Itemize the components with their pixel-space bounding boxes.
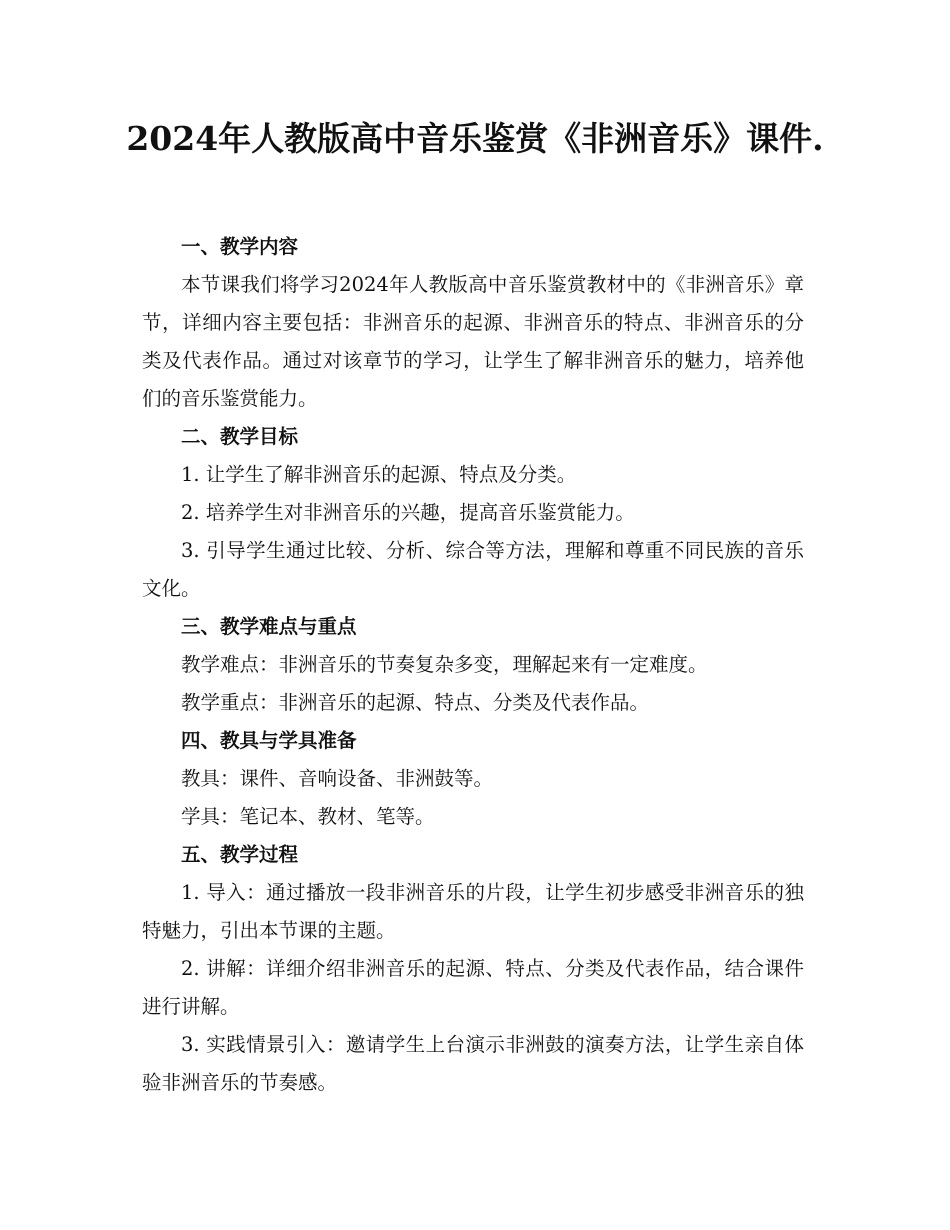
section-heading-process: 五、教学过程: [181, 843, 299, 866]
document-body: [142, 228, 804, 1102]
key-point-text: 教学重点：非洲音乐的起源、特点、分类及代表作品。: [181, 691, 650, 714]
teaching-tools-text: 教具：课件、音响设备、非洲鼓等。: [181, 767, 494, 790]
document-title: 2024年人教版高中音乐鉴赏《非洲音乐》课件.: [126, 119, 824, 158]
objective-item-3: 3. 引导学生通过比较、分析、综合等方法，理解和尊重不同民族的音乐文化。: [142, 539, 804, 600]
section-heading-tools: 四、教具与学具准备: [181, 729, 357, 752]
section-heading-difficulties: 三、教学难点与重点: [181, 615, 357, 638]
process-item-1: 1. 导入：通过播放一段非洲音乐的片段，让学生初步感受非洲音乐的独特魅力，引出本节课的主题。: [142, 881, 804, 942]
content-paragraph: 本节课我们将学习2024年人教版高中音乐鉴赏教材中的《非洲音乐》章节，详细内容主要包括：非洲音乐的起源、非洲音乐的特点、非洲音乐的分类及代表作品。通过对该章节的学习，让学生了解非洲音乐的魅力，培养他们的音乐鉴赏能力。: [142, 273, 804, 410]
section-heading-content: 一、教学内容: [181, 235, 299, 258]
objective-item-1: 1. 让学生了解非洲音乐的起源、特点及分类。: [181, 463, 577, 486]
process-item-3: 3. 实践情景引入：邀请学生上台演示非洲鼓的演奏方法，让学生亲自体验非洲音乐的节奏感。: [142, 1033, 804, 1094]
learning-tools-text: 学具：笔记本、教材、笔等。: [181, 805, 435, 828]
difficulty-text: 教学难点：非洲音乐的节奏复杂多变，理解起来有一定难度。: [181, 653, 708, 676]
section-heading-objectives: 二、教学目标: [181, 425, 299, 448]
objective-item-2: 2. 培养学生对非洲音乐的兴趣，提高音乐鉴赏能力。: [181, 501, 635, 524]
process-item-2: 2. 讲解：详细介绍非洲音乐的起源、特点、分类及代表作品，结合课件进行讲解。: [142, 957, 804, 1018]
